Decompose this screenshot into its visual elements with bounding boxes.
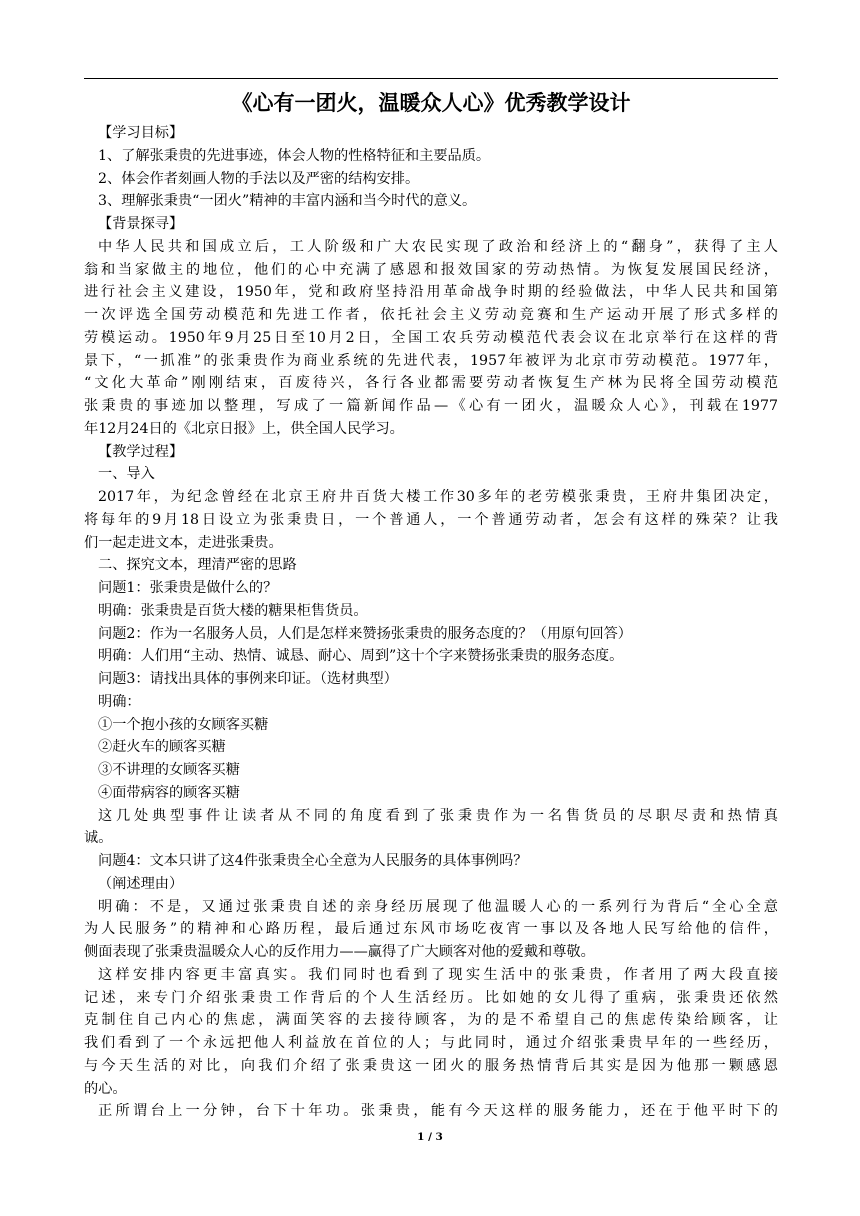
paragraph-line: 年12月24日的《北京日报》上，供全国人民学习。 — [84, 420, 404, 437]
list-item: ④面带病容的顾客买糖 — [98, 784, 240, 801]
header-rule — [84, 78, 778, 79]
heading-background: 【背景探寻】 — [98, 216, 184, 232]
answer-line: 明确：不是，又通过张秉贵自述的亲身经历展现了他温暖人心的一系列行为背后“全心全意 — [98, 898, 778, 915]
paragraph-line: 记述，来专门介绍张秉贵工作背后的个人生活经历。比如她的女儿得了重病，张秉贵还依然 — [84, 989, 778, 1006]
paragraph-line: 们一起走进文本，走进张秉贵。 — [84, 534, 283, 551]
paragraph-line: 侧面表现了张秉贵温暖众人心的反作用力——赢得了广大顾客对他的爱戴和尊敬。 — [84, 944, 595, 960]
paragraph-line: 将每年的9月18日设立为张秉贵日，一个普通人，一个普通劳动者，怎会有这样的殊荣？让我 — [84, 511, 778, 528]
list-item: ①一个抱小孩的女顾客买糖 — [98, 716, 269, 733]
paragraph-line: “文化大革命”刚刚结束，百废待兴，各行各业都需要劳动者恢复生产林为民将全国劳动模范 — [84, 375, 778, 392]
question-line: 问题1：张秉贵是做什么的？ — [98, 580, 278, 596]
paragraph-line: 景下，“一抓准”的张秉贵作为商业系统的先进代表，1957年被评为北京市劳动模范。1977年， — [84, 352, 778, 369]
paragraph-line: 一次评选全国劳动模范和先进工作者，依托社会主义劳动竞赛和生产运动开展了形式多样的 — [84, 307, 778, 323]
goal-item: 2、体会作者刻画人物的手法以及严密的结构安排。 — [98, 170, 420, 187]
paragraph-line: 这几处典型事件让读者从不同的角度看到了张秉贵作为一名售货员的尽职尽责和热情真 — [98, 807, 778, 824]
paragraph-line: 正所谓台上一分钟，台下十年功。张秉贵，能有今天这样的服务能力，还在于他平时下的 — [98, 1103, 778, 1120]
heading-teaching-process: 【教学过程】 — [98, 443, 184, 460]
heading-learning-goals: 【学习目标】 — [98, 125, 184, 141]
question-line: 问题2：作为一名服务人员，人们是怎样来赞扬张秉贵的服务态度的？（用原句回答） — [98, 625, 632, 642]
paragraph-line: 进行社会主义建设，1950年，党和政府坚持沿用革命战争时期的经验做法，中华人民共和国第 — [84, 284, 778, 301]
paragraph-line: 诚。 — [84, 830, 113, 847]
goal-item: 1、了解张秉贵的先进事迹，体会人物的性格特征和主要品质。 — [98, 147, 491, 164]
paragraph-line: （阐述理由） — [98, 875, 184, 892]
answer-line: 明确：人们用“主动、热情、诚恳、耐心、周到”这十个字来赞扬张秉贵的服务态度。 — [98, 648, 624, 665]
paragraph-line: 克制住自己内心的焦虑，满面笑容的去接待顾客，为的是不希望自己的焦虑传染给顾客，让 — [84, 1012, 778, 1029]
paragraph-line: 劳模运动。1950年9月25日至10月2日，全国工农兵劳动模范代表会议在北京举行在这样的背 — [84, 329, 778, 346]
paragraph-line: 张秉贵的事迹加以整理，写成了一篇新闻作品—《心有一团火，温暖众人心》，刊载在1977 — [84, 398, 778, 414]
paragraph-line: 翁和当家做主的地位，他们的心中充满了感恩和报效国家的劳动热情。为恢复发展国民经济， — [84, 261, 778, 278]
document-title: 《心有一团火，温暖众人心》优秀教学设计 — [231, 90, 631, 115]
goal-item: 3、理解张秉贵“一团火”精神的丰富内涵和当今时代的意义。 — [98, 193, 477, 210]
section-heading: 一、导入 — [98, 466, 155, 483]
answer-line: 明确： — [98, 693, 141, 710]
list-item: ③不讲理的女顾客买糖 — [98, 762, 240, 778]
question-line: 问题3：请找出具体的事例来印证。（选材典型） — [98, 671, 398, 687]
paragraph-line: 我们看到了一个永远把他人利益放在首位的人；与此同时，通过介绍张秉贵早年的一些经历， — [84, 1035, 778, 1051]
page-number: 1 / 3 — [417, 1131, 443, 1143]
paragraph-line: 这样安排内容更丰富真实。我们同时也看到了现实生活中的张秉贵，作者用了两大段直接 — [98, 966, 778, 983]
paragraph-line: 2017年，为纪念曾经在北京王府井百货大楼工作30多年的老劳模张秉贵，王府井集团决定， — [98, 489, 778, 505]
paragraph-line: 中华人民共和国成立后，工人阶级和广大农民实现了政治和经济上的“翻身”，获得了主人 — [98, 238, 778, 255]
paragraph-line: 为人民服务”的精神和心路历程，最后通过东风市场吃夜宵一事以及各地人民写给他的信件， — [84, 921, 778, 938]
question-line: 问题4：文本只讲了这4件张秉贵全心全意为人民服务的具体事例吗？ — [98, 853, 528, 869]
section-heading: 二、探究文本，理清严密的思路 — [98, 557, 297, 574]
paragraph-line: 的心。 — [84, 1080, 127, 1097]
list-item: ②赶火车的顾客买糖 — [98, 739, 226, 756]
document-body — [84, 122, 778, 1123]
paragraph-line: 与今天生活的对比，向我们介绍了张秉贵这一团火的服务热情背后其实是因为他那一颗感恩 — [84, 1057, 778, 1074]
answer-line: 明确：张秉贵是百货大楼的糖果柜售货员。 — [98, 602, 368, 619]
